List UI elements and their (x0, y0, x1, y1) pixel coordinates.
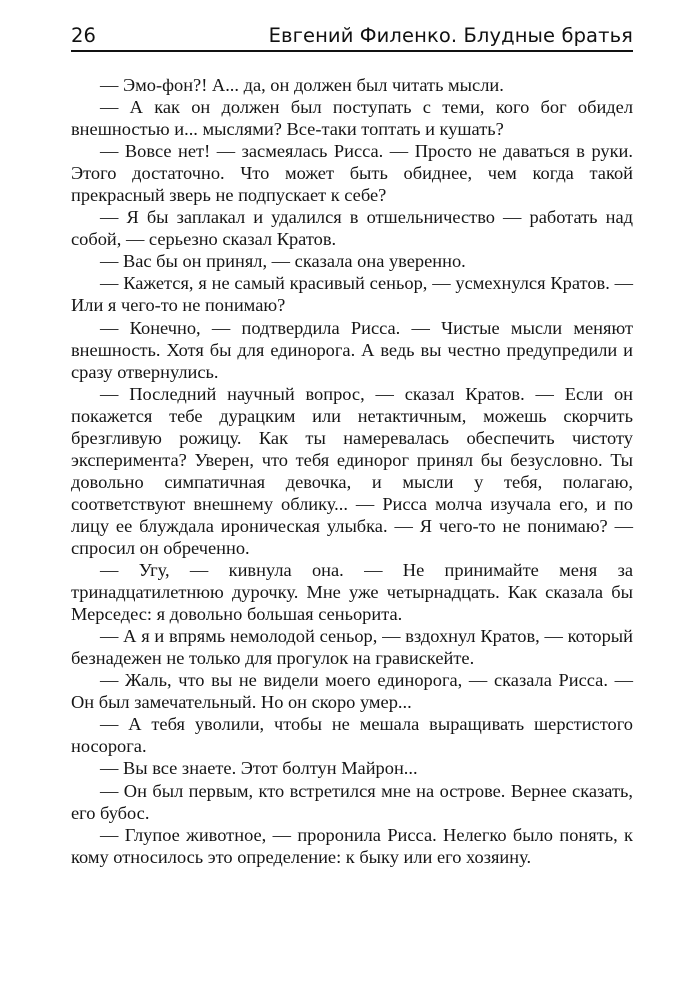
paragraph: — А как он должен был поступать с теми, кого бог обидел внешностью и... мыслями? Все-таки топтать и кушать? (71, 97, 633, 140)
paragraph: — Я бы заплакал и удалился в отшельничество — работать над собой, — серьезно сказал Кратов. (71, 207, 633, 250)
paragraph: — Последний научный вопрос, — сказал Кратов. — Если он покажется тебе дурацким или нетактичным, можешь скорчить брезгливую рожицу. Как ты намеревалась обеспечить чистоту эксперимента? Уверен, что тебя единорог принял бы безусловно. Ты довольно симпатичная девочка, и мысли у тебя, полагаю, соответствуют внешнему облику... — Рисса молча изучала его, и по лицу ее блуждала ироническая улыбка. — Я чего-то не понимаю? — спросил он обреченно. (71, 383, 633, 558)
paragraph: — А я и впрямь немолодой сеньор, — вздохнул Кратов, — который безнадежен не только для прогулок на гравискейте. (71, 626, 633, 669)
paragraph: — Вовсе нет! — засмеялась Рисса. — Просто не даваться в руки. Этого достаточно. Что может быть обиднее, чем когда такой прекрасный зверь не подпускает к себе? (71, 141, 633, 206)
page-number: 26 (71, 24, 97, 47)
paragraph: — Конечно, — подтвердила Рисса. — Чистые мысли меняют внешность. Хотя бы для единорога. А ведь вы честно предупредили и сразу отвернулись. (71, 317, 633, 382)
paragraph: — Он был первым, кто встретился мне на острове. Вернее сказать, его бубос. (71, 780, 633, 823)
paragraph: — Жаль, что вы не видели моего единорога, — сказала Рисса. — Он был замечательный. Но он скоро умер... (71, 670, 633, 713)
paragraph: — Эмо-фон?! А... да, он должен был читать мысли. (100, 75, 504, 95)
body-text (71, 74, 633, 868)
paragraph: — Кажется, я не самый красивый сеньор, — усмехнулся Кратов. — Или я чего-то не понимаю? (71, 273, 633, 316)
paragraph: — Глупое животное, — проронила Рисса. Нелегко было понять, к кому относилось это определение: к быку или его хозяину. (71, 824, 633, 867)
paragraph: — Вы все знаете. Этот болтун Майрон... (100, 758, 418, 779)
paragraph: — Вас бы он принял, — сказала она уверенно. (100, 251, 466, 272)
paragraph: — А тебя уволили, чтобы не мешала выращивать шерстистого носорога. (71, 714, 633, 757)
running-title: Евгений Филенко. Блудные братья (268, 24, 633, 47)
book-page (71, 24, 633, 868)
paragraph: — Угу, — кивнула она. — Не принимайте меня за тринадцатилетнюю дурочку. Мне уже четырнадцать. Как сказала бы Мерседес: я довольно большая сеньорита. (71, 560, 633, 625)
running-head (71, 24, 633, 52)
